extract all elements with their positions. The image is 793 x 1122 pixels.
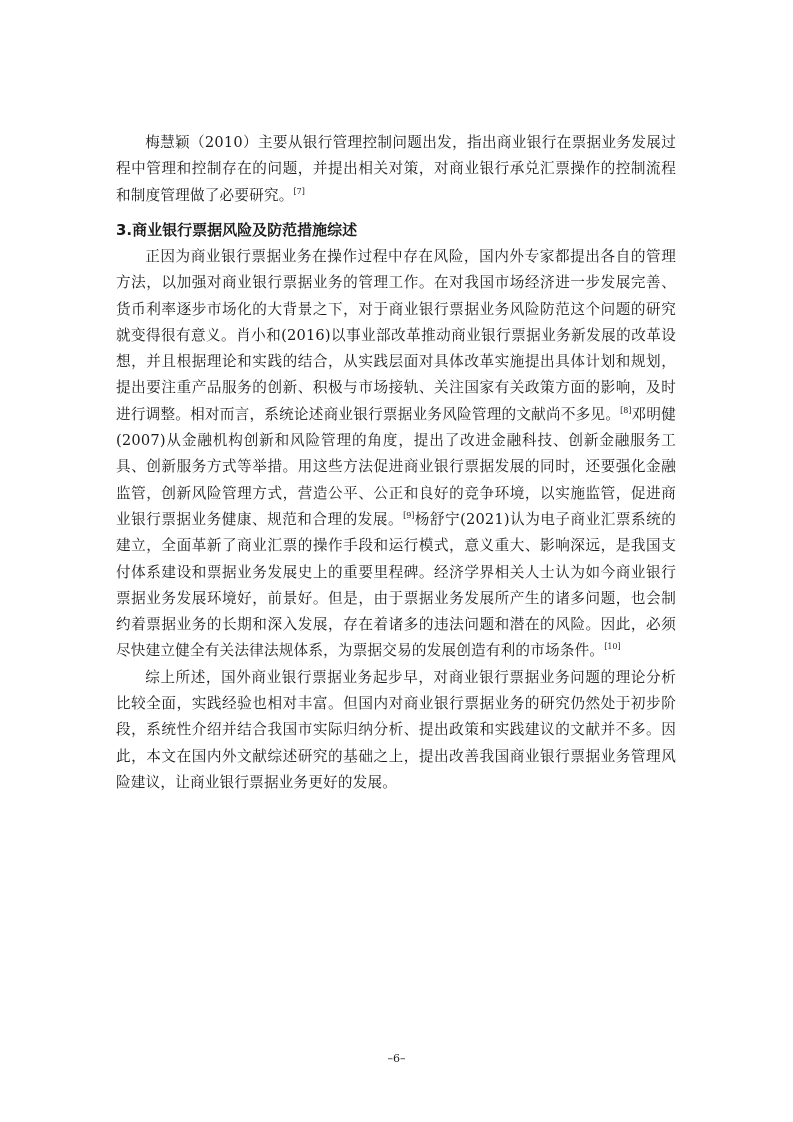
paragraph-risk-overview <box>116 244 676 665</box>
paragraph-text-part-2: 邓明健(2007)从金融机构创新和风险管理的角度，提出了改进金融科技、创新金融服务工具、创新服务方式等举措。用这些方法促进商业银行票据发展的同时，还要强化金融监管，创新风险管理方式，营造公平、公正和良好的竞争环境，以实施监管，促进商业银行票据业务健康、规范和合理的发展。 <box>116 405 676 528</box>
citation-9: [9] <box>403 510 415 520</box>
section-heading: 3.商业银行票据风险及防范措施综述 <box>116 221 358 239</box>
paragraph-text-part-1: 正因为商业银行票据业务在操作过程中存在风险，国内外专家都提出各自的管理方法，以加强对商业银行票据业务的管理工作。在对我国市场经济进一步发展完善、货币利率逐步市场化的大背景之下，对于商业银行票据业务风险防范这个问题的研究就变得很有意义。肖小和(2016)以事业部改革推动商业银行票据业务新发展的改革设想，并且根据理论和实践的结合，从实践层面对具体改革实施提出具体计划和规划，提出要注重产品服务的创新、积极与市场接轨、关注国家有关政策方面的影响，及时进行调整。相对而言，系统论述商业银行票据业务风险管理的文献尚不多见。 <box>116 248 676 423</box>
paragraph-text: 综上所述，国外商业银行票据业务起步早，对商业银行票据业务问题的理论分析比较全面，实践经验也相对丰富。但国内对商业银行票据业务的研究仍然处于初步阶段，系统性介绍并结合我国市实际归纳分析、提出政策和实践建议的文献并不多。因此，本文在国内外文献综述研究的基础之上，提出改善我国商业银行票据业务管理风险建议，让商业银行票据业务更好的发展。 <box>116 668 676 791</box>
page-number: –6– <box>387 1052 406 1065</box>
section-body <box>116 244 676 796</box>
paragraph-summary <box>116 665 676 796</box>
citation-8: [8] <box>620 405 632 415</box>
citation-7: [7] <box>293 186 305 196</box>
paragraph-text: 梅慧颖（2010）主要从银行管理控制问题出发，指出商业银行在票据业务发展过程中管理和控制存在的问题，并提出相关对策，对商业银行承兑汇票操作的控制流程和制度管理做了必要研究。 <box>116 134 676 204</box>
intro-section <box>116 130 676 209</box>
paragraph-mei-huiying <box>116 130 676 209</box>
paragraph-text-part-3: 杨舒宁(2021)认为电子商业汇票系统的建立，全面革新了商业汇票的操作手段和运行模式，意义重大、影响深远，是我国支付体系建设和票据业务发展史上的重要里程碑。经济学界相关人士认为如今商业银行票据业务发展环境好，前景好。但是，由于票据业务发展所产生的诸多问题，也会制约着票据业务的长期和深入发展，存在着诸多的违法问题和潜在的风险。因此，必须尽快建立健全有关法律法规体系，为票据交易的发展创造有利的市场条件。 <box>116 510 676 660</box>
citation-10: [10] <box>604 642 621 652</box>
